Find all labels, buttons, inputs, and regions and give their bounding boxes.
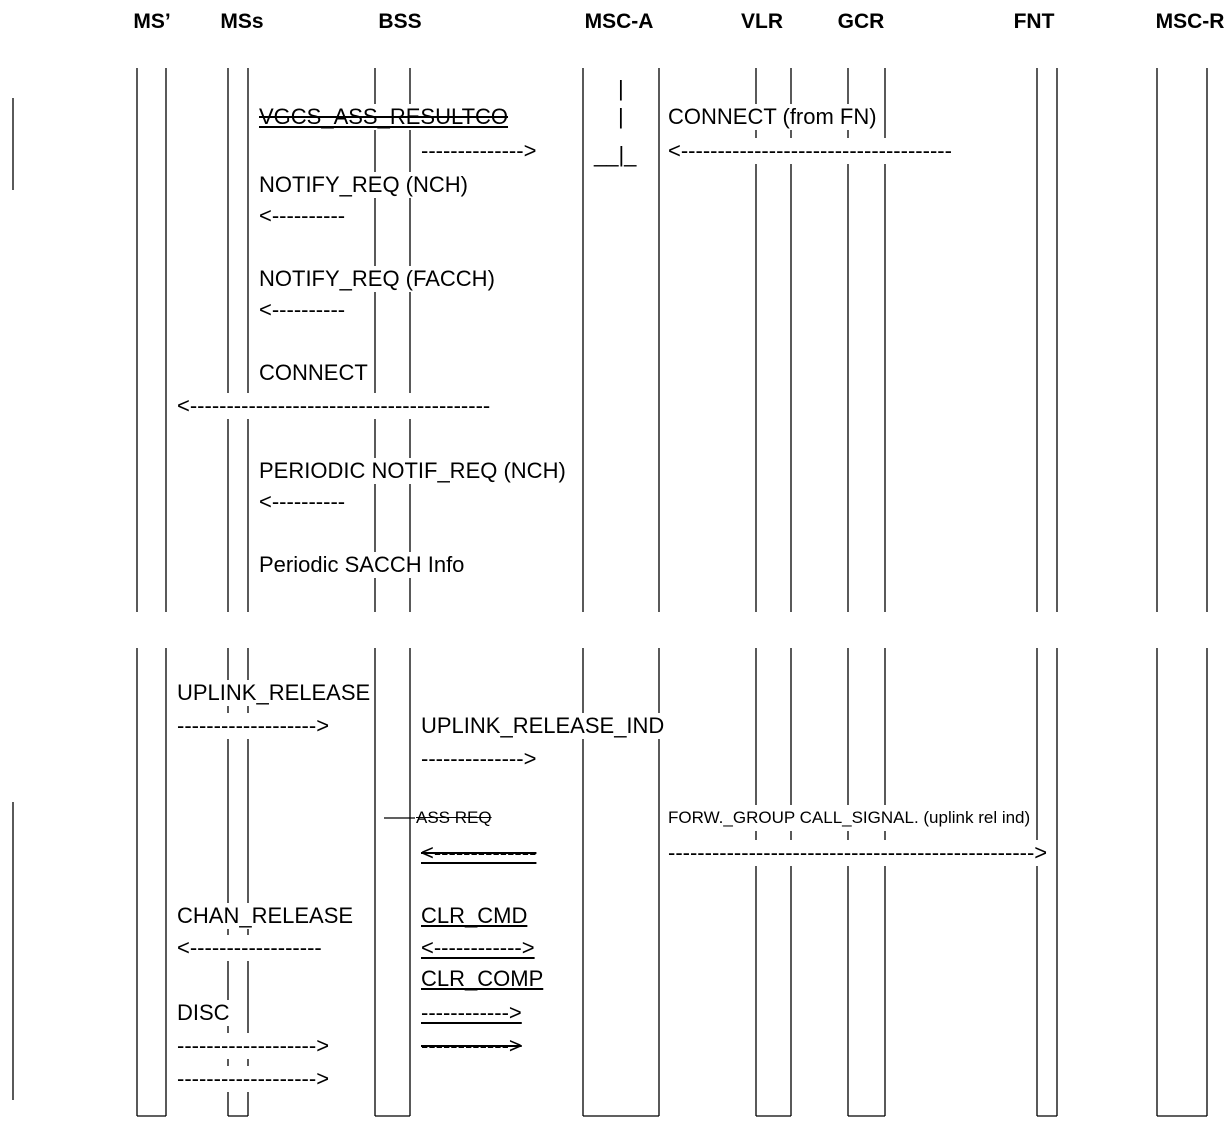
message-label: CLR_COMP — [421, 966, 544, 991]
arrow-right: --------------------------------------------------> — [668, 840, 1048, 865]
header-fnt: FNT — [1013, 10, 1055, 33]
arrow-left: <---------- — [259, 297, 346, 322]
message-label: CONNECT (from FN) — [668, 104, 877, 129]
arrow-right: -------------------> — [177, 1033, 330, 1058]
message-label: VGCS_ASS_RESULTCO — [259, 104, 509, 129]
arrow-left: <-------------- — [421, 840, 537, 865]
message-label: Periodic SACCH Info — [259, 552, 465, 577]
header-bss: BSS — [378, 10, 422, 33]
arrow-right: -------------------> — [177, 713, 330, 738]
arrow-right: -------------------> — [177, 1066, 330, 1091]
header-msc-a: MSC-A — [584, 10, 654, 33]
header-vlr: VLR — [741, 10, 783, 33]
message-label: | — [618, 104, 624, 129]
arrow-bidirectional: <------------> — [421, 935, 535, 960]
arrow-left: <------------------------------------- — [668, 138, 952, 163]
header-mss: MSs — [220, 10, 264, 33]
message-label: | — [618, 76, 624, 101]
arrow-left: <---------- — [259, 489, 346, 514]
arrow-left: <------------------ — [177, 935, 322, 960]
message-label: NOTIFY_REQ (NCH) — [259, 172, 468, 197]
header-msc-r: MSC-R — [1155, 10, 1224, 33]
message-label: DISC — [177, 1000, 230, 1025]
message-label: PERIODIC NOTIF_REQ (NCH) — [259, 458, 566, 483]
message-label: CHAN_RELEASE — [177, 903, 354, 928]
arrow-right: --------------> — [421, 138, 537, 163]
arrow-right: --------------> — [421, 746, 537, 771]
message-label: FORW._GROUP CALL_SIGNAL. (uplink rel ind) — [667, 805, 1031, 831]
message-label: UPLINK_RELEASE_IND — [421, 713, 665, 738]
message-label: __|_ — [594, 142, 637, 167]
arrow-right: ------------> — [421, 1033, 522, 1058]
message-label: UPLINK_RELEASE — [177, 680, 371, 705]
message-label: CLR_CMD — [421, 903, 528, 928]
message-label: CONNECT — [259, 360, 368, 385]
header-ms-prime: MS’ — [133, 10, 171, 33]
arrow-left: <----------------------------------------- — [177, 393, 491, 418]
message-label: ASS REQ — [415, 805, 493, 831]
header-gcr: GCR — [837, 10, 885, 33]
arrow-left: <---------- — [259, 203, 346, 228]
arrow-right: ------------> — [421, 1000, 522, 1025]
message-label: NOTIFY_REQ (FACCH) — [259, 266, 495, 291]
